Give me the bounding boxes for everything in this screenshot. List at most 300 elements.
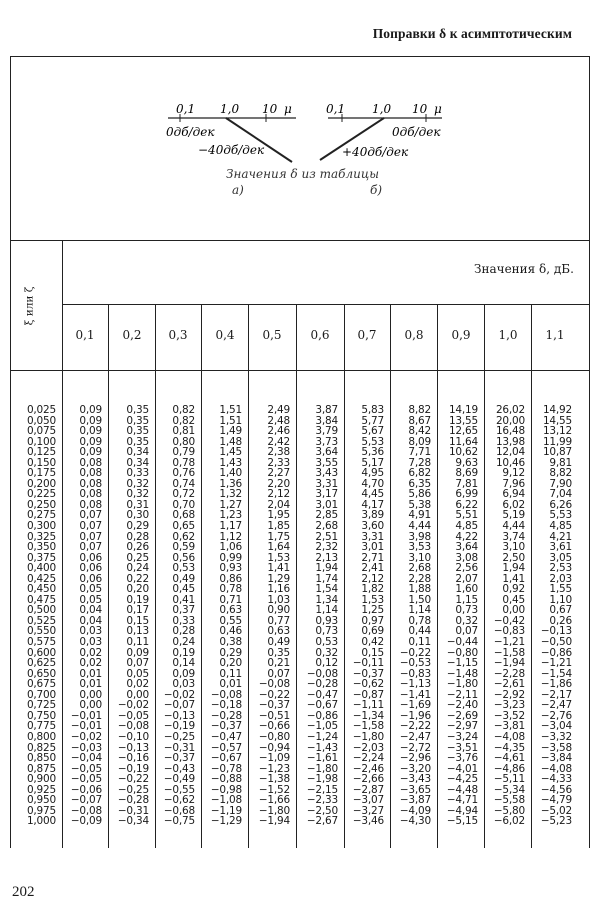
table-cell: −6,02 <box>493 815 525 828</box>
table-cell: 0,24 <box>126 562 149 575</box>
table-cell: 5,38 <box>408 498 431 511</box>
table-cell: −0,94 <box>258 741 290 754</box>
table-cell: 1,49 <box>219 425 242 438</box>
table-cell: −0,66 <box>258 720 290 733</box>
table-cell: 0,38 <box>219 636 242 649</box>
table-cell: −2,76 <box>540 709 572 722</box>
table-cell: 2,42 <box>267 435 290 448</box>
table-cell: 0,08 <box>79 498 102 511</box>
table-cell: 0,09 <box>79 414 102 427</box>
table-cell: 0,475 <box>26 593 56 606</box>
table-cell: 1,29 <box>267 572 290 585</box>
table-cell: 0,675 <box>26 678 56 691</box>
column-0-5 <box>249 405 290 827</box>
table-cell: 0,35 <box>126 414 149 427</box>
table-cell: 3,43 <box>315 467 338 480</box>
table-cell: 1,23 <box>219 509 242 522</box>
col-header: 0,3 <box>168 328 188 342</box>
table-cell: −1,94 <box>493 657 525 670</box>
table-cell: −1,80 <box>258 804 290 817</box>
table-cell: 12,65 <box>448 425 478 438</box>
table-cell: 8,42 <box>408 425 431 438</box>
table-cell: −5,11 <box>493 773 525 786</box>
table-cell: 2,04 <box>267 498 290 511</box>
table-cell: 0,00 <box>79 699 102 712</box>
table-cell: −1,80 <box>446 678 478 691</box>
table-cell: 4,21 <box>549 530 572 543</box>
table-cell: −1,29 <box>210 815 242 828</box>
table-cell: 0,02 <box>126 678 149 691</box>
table-cell: 3,31 <box>315 477 338 490</box>
table-cell: 0,29 <box>219 646 242 659</box>
table-cell: 0,07 <box>79 530 102 543</box>
table-cell: −1,96 <box>399 709 431 722</box>
table-cell: −1,23 <box>258 762 290 775</box>
table-cell: 1,64 <box>267 541 290 554</box>
table-cell: 0,14 <box>172 657 195 670</box>
table-cell: −1,69 <box>399 699 431 712</box>
table-cell: −2,97 <box>446 720 478 733</box>
table-cell: 0,600 <box>26 646 56 659</box>
table-cell: −0,51 <box>258 709 290 722</box>
table-cell: 3,60 <box>361 520 384 533</box>
table-cell: 0,33 <box>126 467 149 480</box>
left-tag: а) <box>232 183 244 197</box>
table-cell: 0,63 <box>267 625 290 638</box>
table-cell: 0,77 <box>267 614 290 627</box>
table-cell: 0,45 <box>172 583 195 596</box>
table-cell: −0,34 <box>117 815 149 828</box>
table-cell: 0,550 <box>26 625 56 638</box>
table-cell: 2,85 <box>315 509 338 522</box>
table-cell: 2,07 <box>455 572 478 585</box>
table-cell: −4,48 <box>446 783 478 796</box>
table-cell: −0,08 <box>210 688 242 701</box>
table-cell: −2,40 <box>446 699 478 712</box>
table-cell: 2,03 <box>549 572 572 585</box>
table-cell: 6,22 <box>455 498 478 511</box>
table-cell: −0,02 <box>70 730 102 743</box>
table-cell: 0,44 <box>408 625 431 638</box>
table-cell: 2,51 <box>315 530 338 543</box>
table-cell: 2,53 <box>549 562 572 575</box>
table-cell: 4,91 <box>408 509 431 522</box>
table-cell: 0,11 <box>219 667 242 680</box>
table-cell: 4,95 <box>361 467 384 480</box>
table-cell: −0,08 <box>117 720 149 733</box>
header-divider <box>10 240 590 241</box>
table-cell: 14,92 <box>542 404 572 416</box>
table-cell: 16,48 <box>495 425 525 438</box>
table-cell: 4,70 <box>361 477 384 490</box>
table-cell: 2,49 <box>267 404 290 416</box>
table-cell: −1,08 <box>210 794 242 807</box>
table-cell: 0,25 <box>126 551 149 564</box>
table-cell: −0,47 <box>210 730 242 743</box>
table-cell: 5,67 <box>361 425 384 438</box>
table-cell: −0,13 <box>117 741 149 754</box>
table-cell: −1,48 <box>446 667 478 680</box>
table-cell: 8,67 <box>408 414 431 427</box>
table-cell: −3,51 <box>446 741 478 754</box>
table-cell: 1,36 <box>219 477 242 490</box>
table-cell: −4,86 <box>493 762 525 775</box>
table-cell: 5,36 <box>361 446 384 459</box>
table-cell: −2,47 <box>399 730 431 743</box>
table-cell: −1,52 <box>258 783 290 796</box>
table-cell: 0,09 <box>79 425 102 438</box>
table-cell: 1,41 <box>502 572 525 585</box>
table-cell: 14,55 <box>542 414 572 427</box>
table-cell: 0,28 <box>126 530 149 543</box>
table-cell: 0,26 <box>126 541 149 554</box>
right-axis-label-3: μ <box>434 102 442 116</box>
colheader-divider <box>10 370 590 371</box>
table-cell: 13,12 <box>542 425 572 438</box>
column-0-9 <box>438 405 478 827</box>
table-cell: 0,05 <box>126 667 149 680</box>
table-cell: 0,70 <box>172 498 195 511</box>
table-cell: −0,09 <box>70 815 102 828</box>
table-cell: −1,43 <box>306 741 338 754</box>
table-cell: 2,68 <box>315 520 338 533</box>
table-cell: 0,04 <box>79 614 102 627</box>
table-cell: −2,50 <box>306 804 338 817</box>
table-cell: −0,08 <box>306 667 338 680</box>
table-cell: −0,13 <box>540 625 572 638</box>
table-cell: 0,68 <box>172 509 195 522</box>
column-xi <box>14 405 56 827</box>
table-cell: 11,99 <box>542 435 572 448</box>
table-cell: −0,31 <box>163 741 195 754</box>
table-cell: 0,92 <box>502 583 525 596</box>
table-cell: 3,53 <box>408 541 431 554</box>
right-slope-plus40: +40дб/дек <box>342 145 409 159</box>
table-cell: 1,60 <box>455 583 478 596</box>
column-1-1 <box>532 405 572 827</box>
table-cell: 0,73 <box>315 625 338 638</box>
table-cell: 0,32 <box>126 477 149 490</box>
table-cell: 0,17 <box>126 604 149 617</box>
table-cell: −0,37 <box>258 699 290 712</box>
table-cell: −0,31 <box>117 804 149 817</box>
table-cell: 2,38 <box>267 446 290 459</box>
table-cell: 0,450 <box>26 583 56 596</box>
table-cell: 2,20 <box>267 477 290 490</box>
table-cell: −0,50 <box>540 636 572 649</box>
table-cell: −4,94 <box>446 804 478 817</box>
table-cell: 0,80 <box>172 435 195 448</box>
table-cell: −0,19 <box>163 720 195 733</box>
table-cell: 3,01 <box>361 541 384 554</box>
table-cell: −0,83 <box>493 625 525 638</box>
table-cell: −0,28 <box>117 794 149 807</box>
table-cell: −2,24 <box>352 752 384 765</box>
table-cell: 0,90 <box>267 604 290 617</box>
table-cell: 10,87 <box>542 446 572 459</box>
table-cell: 0,81 <box>172 425 195 438</box>
column-0-3 <box>155 405 195 827</box>
table-cell: 0,325 <box>26 530 56 543</box>
table-cell: 2,27 <box>267 467 290 480</box>
table-cell: −3,43 <box>399 773 431 786</box>
table-cell: −0,37 <box>210 720 242 733</box>
table-cell: −4,25 <box>446 773 478 786</box>
table-cell: 0,49 <box>172 572 195 585</box>
table-cell: −1,58 <box>493 646 525 659</box>
table-cell: 2,12 <box>361 572 384 585</box>
asymptote-diagram <box>0 0 600 240</box>
table-cell: 0,06 <box>79 562 102 575</box>
table-cell: −2,28 <box>493 667 525 680</box>
table-cell: −2,47 <box>540 699 572 712</box>
table-cell: −1,94 <box>258 815 290 828</box>
table-cell: −2,61 <box>493 678 525 691</box>
row-header-label: ξ или ζ <box>23 286 36 326</box>
table-cell: 5,83 <box>361 404 384 416</box>
table-cell: −0,62 <box>163 794 195 807</box>
table-cell: 0,00 <box>502 604 525 617</box>
table-cell: −0,75 <box>163 815 195 828</box>
table-cell: 0,45 <box>502 593 525 606</box>
table-cell: 5,19 <box>502 509 525 522</box>
table-cell: 3,17 <box>315 488 338 501</box>
table-cell: 0,13 <box>126 625 149 638</box>
table-cell: 4,85 <box>455 520 478 533</box>
table-cell: −4,09 <box>399 804 431 817</box>
col-header: 0,8 <box>404 328 424 342</box>
table-cell: 3,55 <box>315 456 338 469</box>
table-cell: 0,08 <box>79 456 102 469</box>
table-cell: −1,61 <box>306 752 338 765</box>
table-cell: 0,26 <box>549 614 572 627</box>
table-cell: 1,43 <box>219 456 242 469</box>
table-cell: 0,400 <box>26 562 56 575</box>
table-cell: 0,925 <box>26 783 56 796</box>
table-cell: 3,98 <box>408 530 431 543</box>
table-cell: 1,51 <box>219 414 242 427</box>
table-cell: 2,12 <box>267 488 290 501</box>
table-cell: 3,87 <box>315 404 338 416</box>
table-cell: 0,53 <box>315 636 338 649</box>
table-cell: 1,74 <box>315 572 338 585</box>
table-cell: 4,22 <box>455 530 478 543</box>
col-header: 0,7 <box>357 328 377 342</box>
table-cell: 0,200 <box>26 477 56 490</box>
table-cell: 2,41 <box>361 562 384 575</box>
table-cell: −0,06 <box>70 783 102 796</box>
table-cell: 0,29 <box>126 520 149 533</box>
table-cell: −2,15 <box>306 783 338 796</box>
table-cell: −2,92 <box>493 688 525 701</box>
table-cell: 0,35 <box>126 435 149 448</box>
table-cell: −0,07 <box>70 794 102 807</box>
table-cell: 3,64 <box>455 541 478 554</box>
table-cell: 2,48 <box>267 414 290 427</box>
table-cell: −0,53 <box>399 657 431 670</box>
table-cell: 0,35 <box>126 404 149 416</box>
table-cell: 0,19 <box>172 646 195 659</box>
table-cell: −2,33 <box>306 794 338 807</box>
table-cell: 0,97 <box>361 614 384 627</box>
table-cell: −2,69 <box>446 709 478 722</box>
table-cell: 8,82 <box>408 404 431 416</box>
table-cell: 0,31 <box>126 498 149 511</box>
table-cell: 6,82 <box>408 467 431 480</box>
table-cell: 1,55 <box>549 583 572 596</box>
table-cell: 0,08 <box>79 477 102 490</box>
page-number: 202 <box>12 884 35 900</box>
table-cell: 0,08 <box>79 467 102 480</box>
table-cell: −4,08 <box>540 762 572 775</box>
table-cell: 5,86 <box>408 488 431 501</box>
table-cell: 12,04 <box>495 446 525 459</box>
left-slope-zero: 0дб/дек <box>166 125 215 139</box>
table-cell: −0,87 <box>352 688 384 701</box>
table-cell: 0,24 <box>172 636 195 649</box>
column-0-6 <box>297 405 338 827</box>
table-cell: −0,11 <box>352 657 384 670</box>
table-cell: −0,16 <box>117 752 149 765</box>
table-cell: 0,650 <box>26 667 56 680</box>
table-cell: 0,03 <box>79 636 102 649</box>
table-cell: 1,14 <box>315 604 338 617</box>
table-cell: 0,99 <box>219 551 242 564</box>
table-cell: 3,64 <box>315 446 338 459</box>
table-cell: 0,41 <box>172 593 195 606</box>
table-cell: 0,850 <box>26 752 56 765</box>
table-cell: −0,05 <box>70 773 102 786</box>
table-cell: 0,78 <box>172 456 195 469</box>
table-cell: 0,275 <box>26 509 56 522</box>
table-cell: 4,44 <box>502 520 525 533</box>
table-cell: 1,14 <box>408 604 431 617</box>
row-header-cell <box>14 288 54 338</box>
table-cell: 0,07 <box>79 509 102 522</box>
table-cell: 0,050 <box>26 414 56 427</box>
table-cell: −1,58 <box>352 720 384 733</box>
table-cell: −1,21 <box>493 636 525 649</box>
table-cell: −4,30 <box>399 815 431 828</box>
table-cell: 6,26 <box>549 498 572 511</box>
table-cell: −0,05 <box>117 709 149 722</box>
table-cell: 3,10 <box>502 541 525 554</box>
table-cell: 1,10 <box>549 593 572 606</box>
table-cell: −5,34 <box>493 783 525 796</box>
table-cell: −3,04 <box>540 720 572 733</box>
table-cell: 0,32 <box>126 488 149 501</box>
table-cell: −5,58 <box>493 794 525 807</box>
table-cell: −0,25 <box>163 730 195 743</box>
col-header: 0,1 <box>75 328 95 342</box>
table-cell: 0,06 <box>79 572 102 585</box>
table-cell: 1,50 <box>408 593 431 606</box>
right-axis-label-0: 0,1 <box>326 102 346 116</box>
table-cell: 10,62 <box>448 446 478 459</box>
table-cell: 0,02 <box>79 657 102 670</box>
table-cell: −2,67 <box>306 815 338 828</box>
table-cell: −3,84 <box>540 752 572 765</box>
values-header: Значения δ, дБ. <box>474 262 574 276</box>
table-cell: −0,83 <box>399 667 431 680</box>
table-cell: −0,49 <box>163 773 195 786</box>
table-cell: 1,94 <box>502 562 525 575</box>
table-cell: 1,95 <box>267 509 290 522</box>
table-cell: −1,09 <box>258 752 290 765</box>
table-cell: −5,80 <box>493 804 525 817</box>
table-cell: 0,425 <box>26 572 56 585</box>
table-cell: −4,61 <box>493 752 525 765</box>
table-cell: 7,96 <box>502 477 525 490</box>
table-cell: −0,37 <box>352 667 384 680</box>
table-cell: 0,07 <box>79 520 102 533</box>
table-cell: −4,79 <box>540 794 572 807</box>
table-cell: −0,22 <box>117 773 149 786</box>
table-cell: −1,80 <box>352 730 384 743</box>
column-0-8 <box>391 405 431 827</box>
table-cell: −0,86 <box>306 709 338 722</box>
table-cell: 7,28 <box>408 456 431 469</box>
table-cell: −3,24 <box>446 730 478 743</box>
table-cell: −2,17 <box>540 688 572 701</box>
table-cell: −0,03 <box>70 741 102 754</box>
col-header: 0,5 <box>262 328 282 342</box>
table-cell: 6,99 <box>455 488 478 501</box>
table-cell: 0,100 <box>26 435 56 448</box>
table-cell: −1,38 <box>258 773 290 786</box>
subheader-divider <box>62 304 590 305</box>
table-cell: 0,93 <box>219 562 242 575</box>
table-cell: 0,350 <box>26 541 56 554</box>
table-cell: 1,45 <box>219 446 242 459</box>
table-cell: 0,07 <box>126 657 149 670</box>
table-cell: 0,05 <box>79 593 102 606</box>
table-cell: 5,77 <box>361 414 384 427</box>
table-cell: −1,13 <box>399 678 431 691</box>
table-cell: 0,78 <box>408 614 431 627</box>
table-cell: −4,01 <box>446 762 478 775</box>
table-cell: 0,76 <box>172 467 195 480</box>
table-cell: −0,02 <box>163 688 195 701</box>
table-cell: 0,35 <box>267 646 290 659</box>
table-cell: 2,71 <box>361 551 384 564</box>
table-cell: 0,07 <box>267 667 290 680</box>
table-cell: 0,125 <box>26 446 56 459</box>
table-cell: −2,11 <box>446 688 478 701</box>
table-cell: −0,98 <box>210 783 242 796</box>
left-axis-label-2: 10 <box>262 102 278 116</box>
table-cell: 0,82 <box>172 404 195 416</box>
table-cell: 0,09 <box>79 446 102 459</box>
table-cell: 1,54 <box>315 583 338 596</box>
right-axis-label-1: 1,0 <box>372 102 392 116</box>
table-cell: 0,00 <box>79 688 102 701</box>
table-cell: 0,01 <box>79 667 102 680</box>
table-cell: 7,90 <box>549 477 572 490</box>
table-cell: −2,22 <box>399 720 431 733</box>
table-cell: −0,05 <box>70 762 102 775</box>
table-cell: 2,32 <box>315 541 338 554</box>
table-cell: 0,625 <box>26 657 56 670</box>
table-cell: 0,34 <box>126 446 149 459</box>
col-header: 0,9 <box>451 328 471 342</box>
table-cell: 1,41 <box>267 562 290 575</box>
table-cell: 6,02 <box>502 498 525 511</box>
table-cell: −0,88 <box>210 773 242 786</box>
table-cell: −4,35 <box>493 741 525 754</box>
table-cell: 6,35 <box>408 477 431 490</box>
table-cell: 0,79 <box>172 446 195 459</box>
